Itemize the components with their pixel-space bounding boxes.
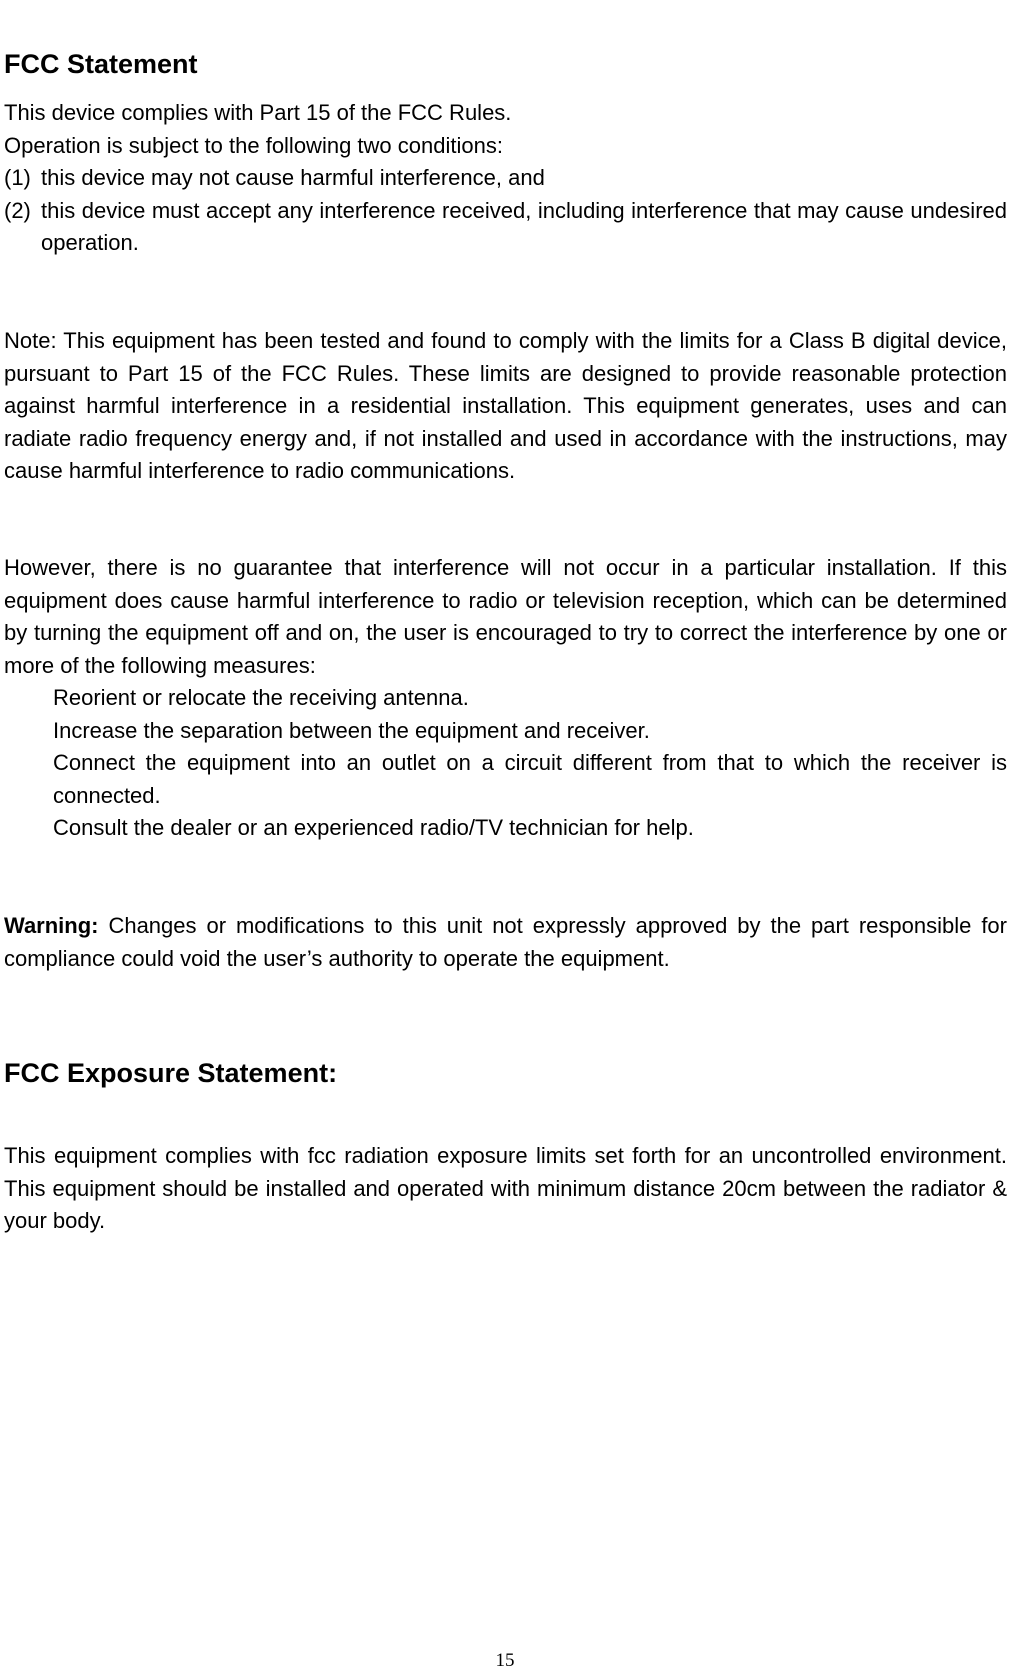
measure-item: Increase the separation between the equipment and receiver. [53,717,650,743]
fcc-statement-intro [4,97,1007,260]
measures-list [4,682,1007,845]
page-number: 15 [495,1650,515,1671]
fcc-exposure-title: FCC Exposure Statement: [4,1058,338,1088]
intro-line-2: Operation is subject to the following two conditions: [4,132,503,158]
warning-label: Warning: [4,913,99,938]
condition-text: this device must accept any interference received, including interference that may cause undesired operation. [41,197,1007,255]
condition-item [4,195,1007,260]
however-paragraph: However, there is no guarantee that interference will not occur in a particular installation. If this equipment does cause harmful interference to radio or television reception, which can be determined by turning the equipment off and on, the user is encouraged to try to correct the interference by one or more of the following measures: [4,555,1007,678]
intro-line-1: This device complies with Part 15 of the FCC Rules. [4,100,512,125]
measure-item: Reorient or relocate the receiving antenna. [53,685,469,710]
exposure-paragraph: This equipment complies with fcc radiation exposure limits set forth for an uncontrolled environment. This equipment should be installed and operated with minimum distance 20cm between the radiator & your body. [4,1143,1007,1233]
warning-paragraph [4,910,1007,975]
note-paragraph: Note: This equipment has been tested and found to comply with the limits for a Class B digital device, pursuant to Part 15 of the FCC Rules. These limits are designed to provide reasonable protection against harmful interference in a residential installation. This equipment generates, uses and can radiate radio frequency energy and, if not installed and used in accordance with the instructions, may cause harmful interference to radio communications. [4,328,1007,483]
condition-item [4,162,1007,195]
condition-text: this device may not cause harmful interference, and [41,165,545,190]
fcc-statement-title: FCC Statement [4,49,198,79]
measure-item: Consult the dealer or an experienced radio/TV technician for help. [53,815,694,840]
condition-number: (2) [4,197,31,223]
measure-item: Connect the equipment into an outlet on a circuit different from that to which the receiver is connected. [53,750,1007,808]
however-section [4,552,1007,845]
condition-number: (1) [4,165,31,190]
warning-text: Changes or modifications to this unit not expressly approved by the part responsible for compliance could void the user’s authority to operate the equipment. [4,913,1007,971]
